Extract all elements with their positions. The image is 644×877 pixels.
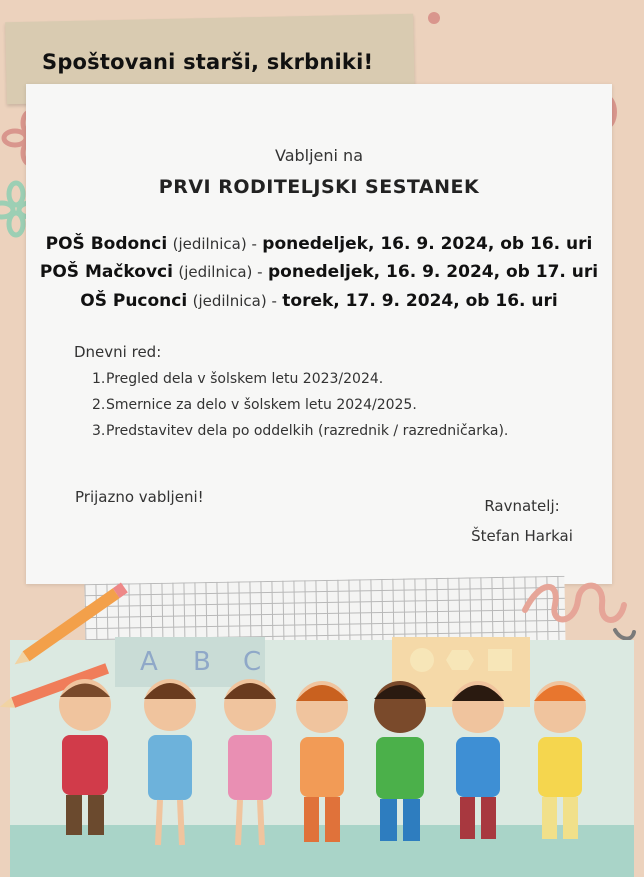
meeting-time: ponedeljek, 16. 9. 2024, ob 16. uri [262, 234, 593, 254]
board-letter-a: A [140, 647, 158, 677]
agenda-item-number: 1. [92, 371, 106, 387]
board-letter-c: C [243, 647, 262, 677]
agenda-item-number: 2. [92, 397, 106, 413]
invitation-intro: Vabljeni na [274, 146, 363, 165]
agenda-item [92, 421, 508, 447]
signature-block [466, 497, 578, 557]
agenda-item-text: Predstavitev dela po oddelkih (razrednik / razredničarka). [106, 423, 509, 439]
agenda-item-text: Pregled dela v šolskem letu 2023/2024. [106, 371, 384, 387]
dot-decoration-icon [426, 10, 442, 26]
agenda-list [92, 369, 508, 447]
agenda-item [92, 395, 508, 421]
page-title: Spoštovani starši, skrbniki! [42, 50, 374, 74]
children-illustration [0, 575, 644, 877]
agenda-item-number: 3. [92, 423, 106, 439]
meeting-time: torek, 17. 9. 2024, ob 16. uri [282, 291, 558, 311]
meeting-line [26, 262, 612, 282]
meeting-room: (jedilnica) - [172, 235, 257, 253]
meeting-line [26, 234, 612, 254]
meeting-school: POŠ Mačkovci [39, 262, 173, 282]
meeting-school: POŠ Bodonci [45, 234, 168, 254]
agenda-item-text: Smernice za delo v šolskem letu 2024/2025. [106, 397, 417, 413]
agenda-item [92, 369, 508, 395]
board-letter-b: B [193, 647, 211, 677]
agenda-label: Dnevni red: [74, 343, 162, 361]
meeting-time: ponedeljek, 16. 9. 2024, ob 17. uri [268, 262, 599, 282]
meeting-line [26, 291, 612, 311]
meeting-school: OŠ Puconci [80, 291, 188, 311]
closing-regards: Prijazno vabljeni! [75, 488, 204, 506]
signature-name: Štefan Harkai [471, 527, 573, 545]
meeting-room: (jedilnica) - [178, 263, 263, 281]
meeting-room: (jedilnica) - [192, 292, 277, 310]
event-title: PRVI RODITELJSKI SESTANEK [158, 176, 480, 198]
signature-role: Ravnatelj: [484, 497, 560, 515]
